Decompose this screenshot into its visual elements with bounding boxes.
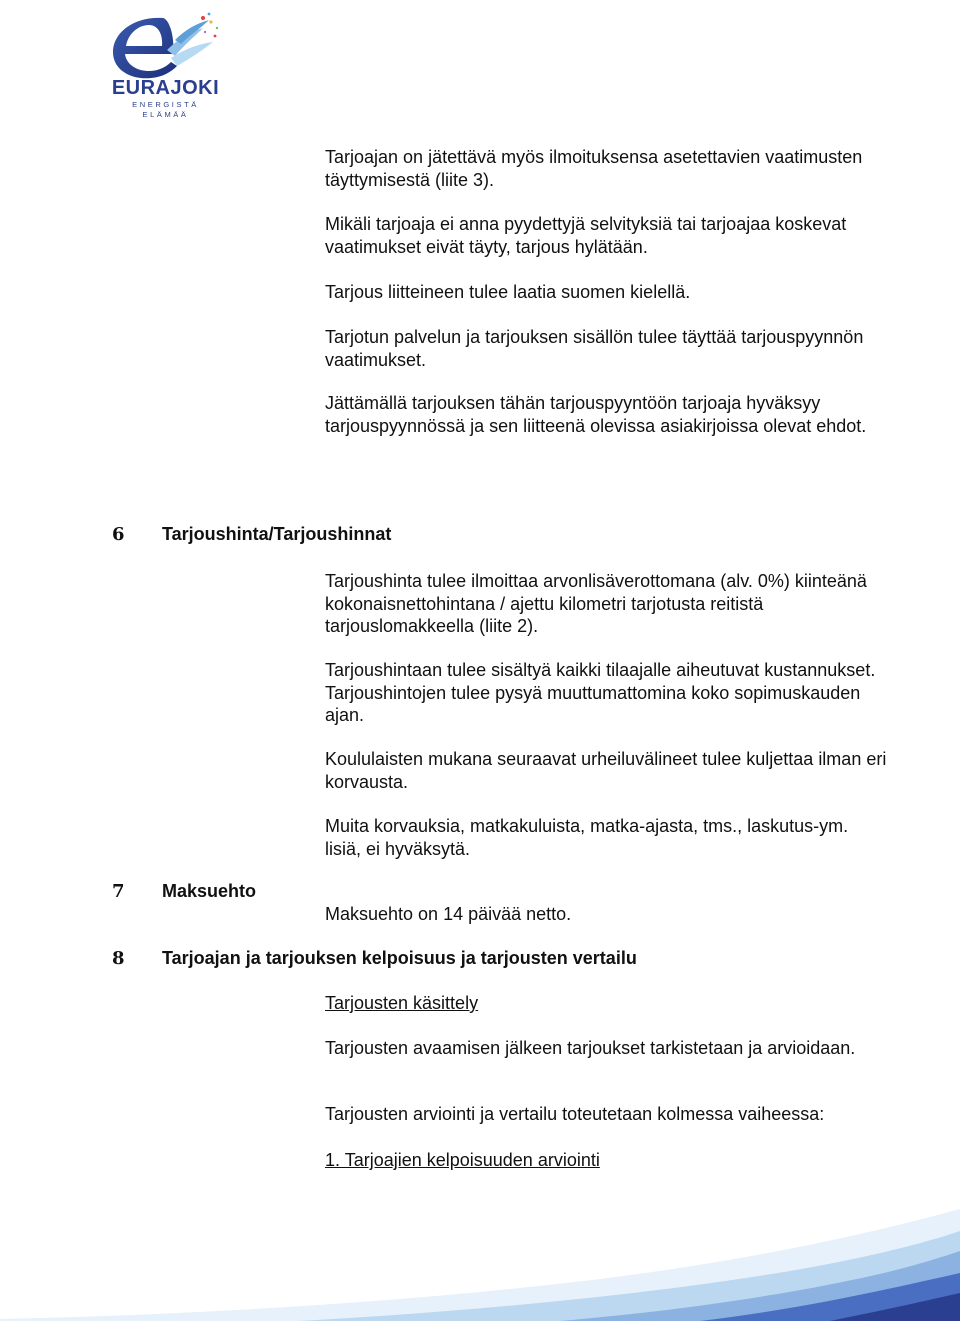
section-8-step-1: 1. Tarjoajien kelpoisuuden arviointi xyxy=(325,1150,600,1170)
intro-paragraph-5: Jättämällä tarjouksen tähän tarjouspyyntöön tarjoaja hyväksyy tarjouspyynnössä ja sen liitteenä olevissa asiakirjoissa olevat ehdot. xyxy=(325,393,867,436)
logo-emblem-icon xyxy=(105,10,225,85)
section-7-title: Maksuehto xyxy=(162,881,257,901)
intro-paragraph-3: Tarjous liitteineen tulee laatia suomen kielellä. xyxy=(325,282,691,302)
section-7-text: Maksuehto on 14 päivää netto. xyxy=(325,904,572,924)
brand xyxy=(108,78,223,120)
section-8-paragraph-2: Tarjousten arviointi ja vertailu toteutetaan kolmessa vaiheessa: xyxy=(325,1104,825,1124)
intro-paragraph-4: Tarjotun palvelun ja tarjouksen sisällön tulee täyttää tarjouspyynnön vaatimukset. xyxy=(325,327,864,370)
intro-paragraph-1: Tarjoajan on jätettävä myös ilmoituksensa asetettavien vaatimusten täyttymisestä (liite 3). xyxy=(325,147,863,190)
section-6-paragraph-1: Tarjoushinta tulee ilmoittaa arvonlisäverottomana (alv. 0%) kiinteänä kokonaisnettohintana / ajettu kilometri tarjotusta reitistä tarjouslomakkeella (liite 2). xyxy=(325,571,867,636)
section-6-paragraph-4: Muita korvauksia, matkakuluista, matka-ajasta, tms., laskutus-ym. lisiä, ei hyväksytä. xyxy=(325,816,849,859)
intro-paragraph-2: Mikäli tarjoaja ei anna pyydettyjä selvityksiä tai tarjoajaa koskevat vaatimukset eivät täyty, tarjous hylätään. xyxy=(325,214,847,257)
section-8-paragraph-1: Tarjousten avaamisen jälkeen tarjoukset tarkistetaan ja arvioidaan. xyxy=(325,1038,856,1058)
section-8-title: Tarjoajan ja tarjouksen kelpoisuus ja tarjousten vertailu xyxy=(162,948,637,968)
brand-tagline: ENERGISTÄ ELÄMÄÄ xyxy=(132,100,199,119)
section-7-number: 7 xyxy=(112,881,125,902)
brand-name: EURAJOKI xyxy=(111,77,220,99)
section-6-paragraph-3: Koululaisten mukana seuraavat urheiluvälineet tulee kuljettaa ilman eri korvausta. xyxy=(325,749,887,792)
section-6-number: 6 xyxy=(112,524,125,545)
section-6-title: Tarjoushinta/Tarjoushinnat xyxy=(162,524,392,544)
section-6-paragraph-2: Tarjoushintaan tulee sisältyä kaikki tilaajalle aiheutuvat kustannukset. Tarjoushintojen tulee pysyä muuttumattomina koko sopimuskauden ajan. xyxy=(325,660,876,725)
section-8-subheading: Tarjousten käsittely xyxy=(325,993,479,1013)
footer-wave-decoration xyxy=(0,1191,960,1321)
section-8-number: 8 xyxy=(112,948,125,969)
